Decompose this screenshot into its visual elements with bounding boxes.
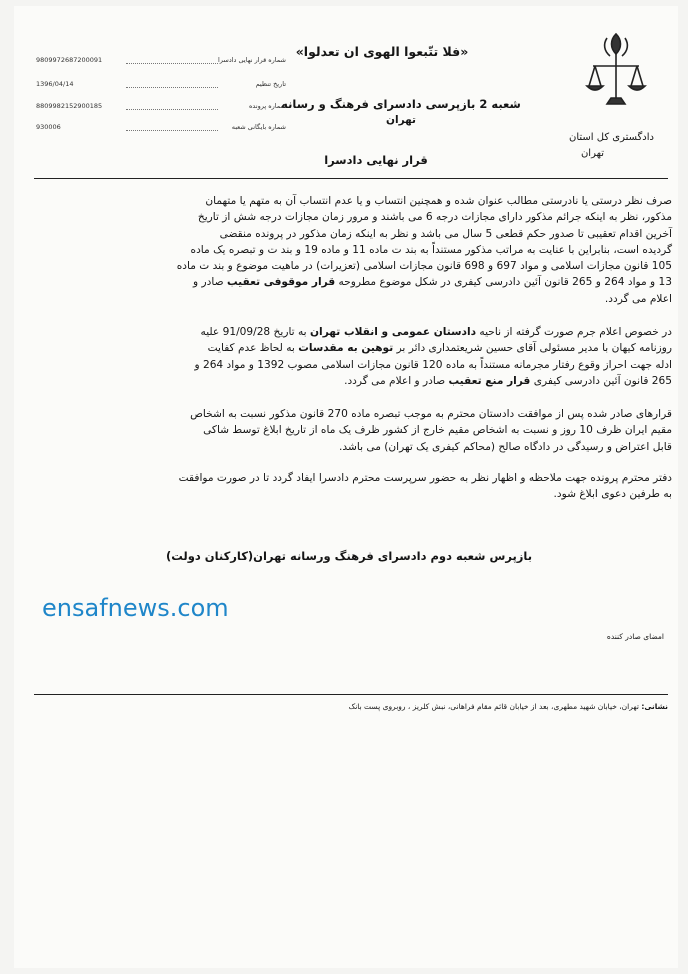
meta-label: تاریخ تنظیم: [255, 80, 286, 88]
paragraph-complaint: [60, 324, 672, 389]
meta-dots: [126, 109, 218, 110]
footer-address: [204, 702, 668, 711]
text-run: صادر و: [193, 276, 224, 289]
text-run: صادر و اعلام می گردد.: [344, 374, 446, 387]
meta-dots: [126, 87, 218, 88]
text-line: اعلام می گردد.: [604, 292, 672, 305]
text-line: دفتر محترم پرونده جهت ملاحظه و اظهار نظر به حضور سرپرست محترم دادسرا ایفاد گردد تا در صورت موافقت: [178, 472, 672, 484]
text-line: آخرین اقدام تعقیبی تا صدور حکم قطعی 5 سال می باشد و نظر به اینکه زمان مذکور در پرونده منقضی: [219, 227, 672, 240]
signer-label: امضای صادر کننده: [606, 632, 664, 641]
meta-dots: [126, 130, 218, 131]
paragraph-appeal: [60, 406, 672, 455]
meta-dots: [126, 63, 218, 64]
text-line: مقیم ایران ظرف 10 روز و نسبت به اشخاص مقیم خارج از کشور ظرف یک ماه از تاریخ ابلاغ توسط شاکی: [203, 424, 672, 437]
text-line: مذکور، نظر به اینکه جرائم مذکور دارای مجازات درجه 6 می باشند و مرور زمان مجازات درجه شش از تاریخ: [197, 211, 672, 224]
text-line: صرف نظر درستی یا نادرستی مطالب عنوان شده و همچنین انتساب و یا عدم انتساب آن به متهم یا متهمان: [205, 195, 672, 207]
text-line: [60, 324, 672, 340]
text-line: [60, 373, 672, 389]
text-line: 105 قانون مجازات اسلامی و مواد 697 و 698 قانون مجازات اسلامی (تعزیرات) در ماهیت موضوع و بند ت ماده: [176, 260, 672, 273]
meta-value: 1396/04/14: [36, 80, 74, 88]
meta-label: شماره پرونده: [249, 102, 286, 110]
text-run: 265 قانون آئین دادرسی کیفری: [533, 374, 672, 387]
meta-row-date: [36, 80, 286, 94]
text-run: 13 و مواد 264 و 265 قانون آئین دادرسی کیفری در شکل موضوع مطروحه: [338, 276, 672, 289]
document-page: [14, 6, 678, 968]
document-title: قرار نهایی دادسرا: [324, 153, 428, 167]
footer-divider: [34, 694, 668, 695]
address-text: تهران، خیابان شهید مطهری، بعد از خیابان قائم مقام فراهانی، نبش کلریز ، روبروی پست بانک: [348, 702, 639, 711]
branch-title: شعبه 2 بازپرسی دادسرای فرهنگ و رسانه: [281, 97, 521, 111]
charge-phrase: توهین به مقدسات: [298, 342, 394, 355]
branch-city: تهران: [386, 114, 416, 126]
meta-row-case-no: [36, 102, 286, 116]
iran-emblem-scales-icon: [583, 30, 649, 116]
header-divider: [34, 178, 668, 179]
meta-row-decision-no: [36, 56, 286, 70]
meta-value: 8809982152900185: [36, 102, 103, 110]
court-name: دادگستری کل استان: [569, 132, 654, 143]
text-line: قابل اعتراض و رسیدگی در دادگاه صالح (محاکم کیفری یک تهران) می باشد.: [339, 440, 672, 453]
text-run: به لحاظ عدم کفایت: [207, 342, 295, 355]
meta-value: 9809972687200091: [36, 56, 103, 64]
text-line: ادله جهت احراز وقوع رفتار مجرمانه مستنداً به ماده 120 قانون مجازات اسلامی مصوب 1392 و مواد 264 و: [194, 358, 672, 371]
meta-label: شماره بایگانی شعبه: [231, 123, 286, 131]
text-run: در خصوص اعلام جرم صورت گرفته از ناحیه: [479, 326, 672, 338]
watermark-text: ensafnews.com: [42, 594, 229, 622]
ruling-phrase: قرار منع تعقیب: [448, 374, 531, 387]
court-city: تهران: [580, 148, 604, 159]
text-line: قرارهای صادر شده پس از موافقت دادستان محترم به موجب تبصره ماده 270 قانون مذکور نسبت به اشخاص: [190, 408, 672, 420]
signature-title: بازپرس شعبه دوم دادسرای فرهنگ ورسانه تهران(کارکنان دولت): [165, 549, 533, 563]
meta-value: 930006: [36, 123, 61, 131]
complainant-name: دادستان عمومی و انقلاب تهران: [310, 326, 477, 338]
meta-label: شماره قرار نهایی دادسرا: [217, 56, 286, 64]
text-line: به طرفین دعوی ابلاغ شود.: [553, 488, 672, 501]
text-line: [60, 274, 672, 290]
meta-row-archive-no: [36, 123, 286, 137]
text-run: روزنامه کیهان با مدیر مسئولی آقای حسین شریعتمداری دائر بر: [396, 342, 672, 355]
address-label: نشانی:: [641, 702, 668, 711]
text-line: گردیده است، بنابراین با عنایت به مراتب مذکور مستنداً به بند ت ماده 11 و ماده 19 و بند ت و تبصره یک ماده: [190, 243, 672, 256]
paragraph-office-note: [60, 470, 672, 503]
text-run: به تاریخ 91/09/28 علیه: [200, 326, 307, 338]
header-verse: «فلا تتّبعوا الهوى ان تعدلوا»: [295, 44, 469, 59]
text-line: [60, 340, 672, 356]
ruling-phrase: قرار موقوفی تعقیب: [226, 276, 336, 289]
paragraph-dismissal: [60, 193, 672, 307]
